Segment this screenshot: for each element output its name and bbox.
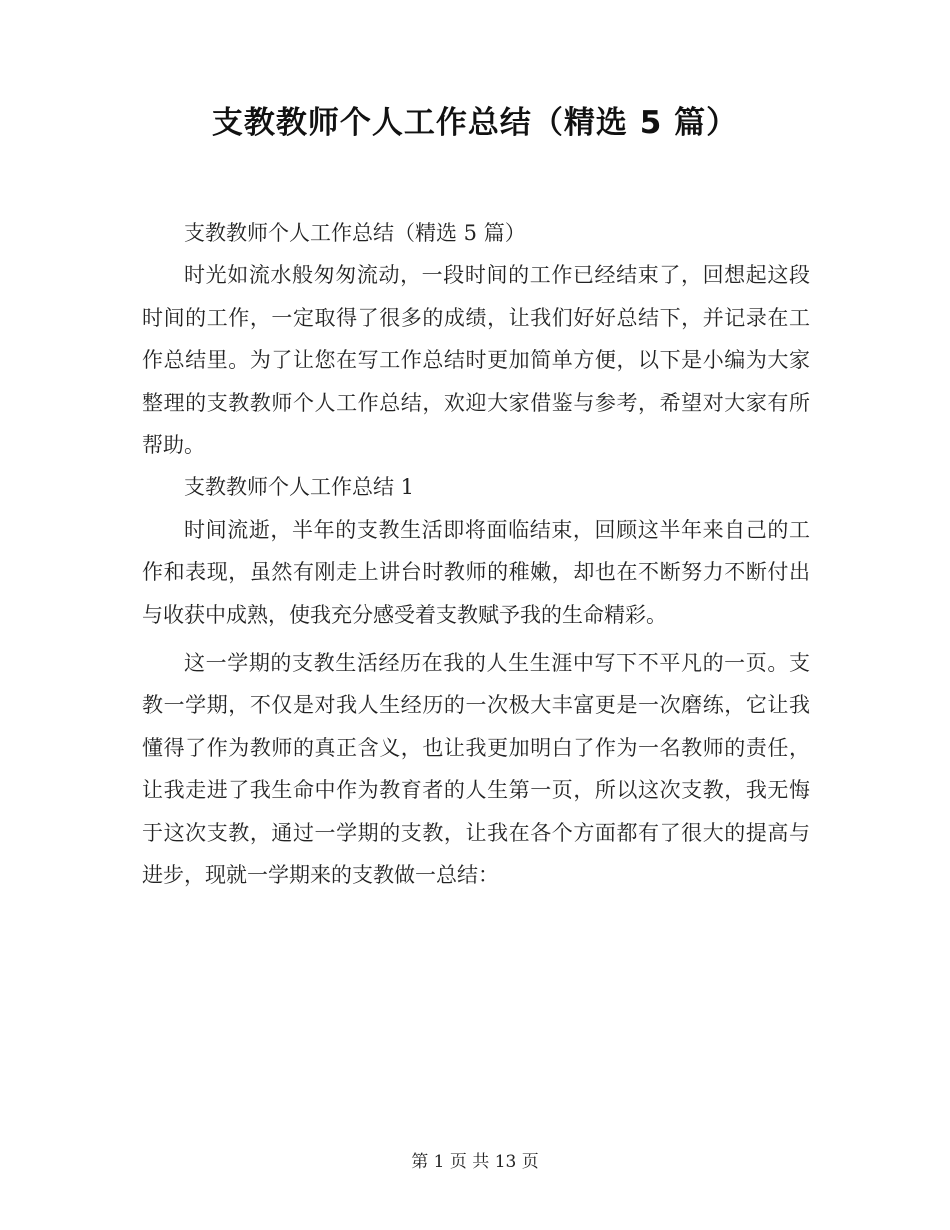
- section-heading-1: 支教教师个人工作总结 1: [184, 475, 415, 500]
- document-title: 支教教师个人工作总结（精选 5 篇）: [211, 105, 739, 141]
- paragraph-section-1-b: 这一学期的支教生活经历在我的人生生涯中写下不平凡的一页。支教一学期，不仅是对我人生经历的一次极大丰富更是一次磨练，它让我懂得了作为教师的真正含义，也让我更加明白了作为一名教师的责任，让我走进了我生命中作为教育者的人生第一页，所以这次支教，我无悔于这次支教，通过一学期的支教，让我在各个方面都有了很大的提高与进步，现就一学期来的支教做一总结：: [142, 651, 810, 888]
- paragraph-section-1-a: 时间流逝，半年的支教生活即将面临结束，回顾这半年来自己的工作和表现，虽然有刚走上讲台时教师的稚嫩，却也在不断努力不断付出与收获中成熟，使我充分感受着支教赋予我的生命精彩。: [142, 517, 810, 627]
- page-number-footer: 第 1 页 共 13 页: [411, 1152, 539, 1172]
- paragraph-subtitle: 支教教师个人工作总结（精选 5 篇）: [184, 221, 526, 245]
- paragraph-intro: 时光如流水般匆匆流动，一段时间的工作已经结束了，回想起这段时间的工作，一定取得了很多的成绩，让我们好好总结下，并记录在工作总结里。为了让您在写工作总结时更加简单方便，以下是小编为大家整理的支教教师个人工作总结，欢迎大家借鉴与参考，希望对大家有所帮助。: [142, 263, 810, 458]
- document-body: [142, 212, 810, 897]
